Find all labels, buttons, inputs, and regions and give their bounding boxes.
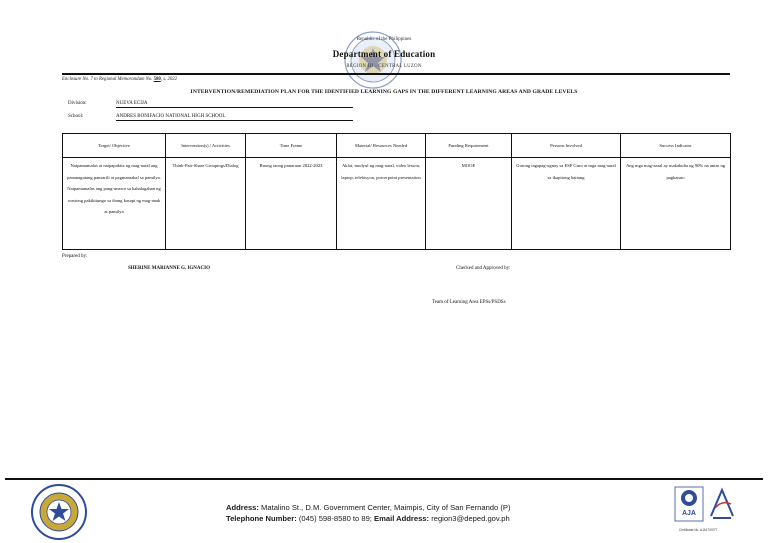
intervention-plan-table — [62, 133, 731, 250]
cell-target-objective: Naipamamalas at naipapakita ng mag-aaral ang pananagutang pansarili at pagmamahal sa pamilya. Naipamamalas ang pang-unawa sa kahalagahan ng wastong pakikitungo sa ibang kasapi ng mag-anak at pamilya — [63, 158, 166, 250]
header-materials: Material/ Resources Needed — [337, 134, 426, 158]
prepared-by-label: Prepared by: — [62, 254, 88, 259]
table-header-row — [63, 134, 731, 158]
email-label: Email Address: — [374, 514, 430, 523]
email-value: region3@deped.gov.ph — [431, 514, 510, 523]
cell-materials: Aklat, modyul ng mag-aaral, video lesson, laptop, telebisyon, powerpoint presentation — [337, 158, 426, 250]
cell-persons-involved: Gurong tagapag-ugnay sa ESP Guro at mga mag-aaral sa ikapitong baitang — [512, 158, 621, 250]
enclosure-note — [62, 77, 177, 82]
department-name: Department of Education — [332, 49, 436, 59]
division-label: Division: — [68, 101, 87, 106]
footer-contact — [226, 514, 510, 523]
table-row — [63, 158, 731, 250]
prepared-by-name: SHERINE MARIANNE G. IGNACIO — [128, 266, 210, 271]
document-title: INTERVENTION/REMEDIATION PLAN FOR THE IDENTIFIED LEARNING GAPS IN THE DIFFERENT LEARNING AREAS AND GRADE LEVELS — [190, 89, 578, 95]
aja-label: AJA — [681, 510, 697, 517]
division-value: NUEVA ECIJA — [116, 101, 353, 108]
header-interventions: Intervention(s) / Activities — [166, 134, 246, 158]
footer-address — [226, 503, 510, 512]
header-funding: Funding Requirement — [426, 134, 512, 158]
phone-label: Telephone Number: — [226, 514, 297, 523]
header-persons-involved: Persons Involved — [512, 134, 621, 158]
checked-approved-label: Checked and Approved by: — [456, 266, 511, 271]
school-label: School: — [68, 114, 84, 119]
header-success-indicator: Success Indicator — [621, 134, 731, 158]
cell-success-indicator: Ang mga mag-aaral ay makakuha ng 90% na antas ng pagkatuto — [621, 158, 731, 250]
header-target-objective: Target/ Objective — [63, 134, 166, 158]
cell-time-frame: Buong taong panuruan 2022-2023 — [246, 158, 337, 250]
region-label: REGION III - CENTRAL LUZON — [346, 64, 422, 69]
team-label: Team of Learning Area EPSs/PSDSs — [432, 300, 506, 305]
enclosure-suffix: , s. 2022 — [160, 77, 178, 82]
cell-interventions: Think-Pair-Share Groupings/Dialog — [166, 158, 246, 250]
phone-value: (045) 598-8580 to 89; — [298, 514, 372, 523]
header-divider — [62, 73, 730, 75]
memo-number: 580 — [153, 77, 161, 82]
republic-label: Republic of the Philippines — [356, 37, 412, 42]
iab-accreditation-icon — [707, 486, 737, 522]
cell-funding: MOOE — [426, 158, 512, 250]
regional-office-seal-icon — [30, 483, 88, 541]
enclosure-prefix: Enclosure No. 7 to Regional Memorandum No. — [62, 77, 154, 82]
header-time-frame: Time Frame — [246, 134, 337, 158]
address-value: Matalino St., D.M. Government Center, Maimpis, City of San Fernando (P) — [261, 503, 511, 512]
aja-certification-logo — [674, 486, 704, 522]
footer-divider — [5, 478, 763, 480]
address-label: Address: — [226, 503, 259, 512]
school-value: ANDRES BONIFACIO NATIONAL HIGH SCHOOL — [116, 114, 353, 121]
certificate-number: Certificate No. AJA17/0077 — [679, 528, 718, 532]
